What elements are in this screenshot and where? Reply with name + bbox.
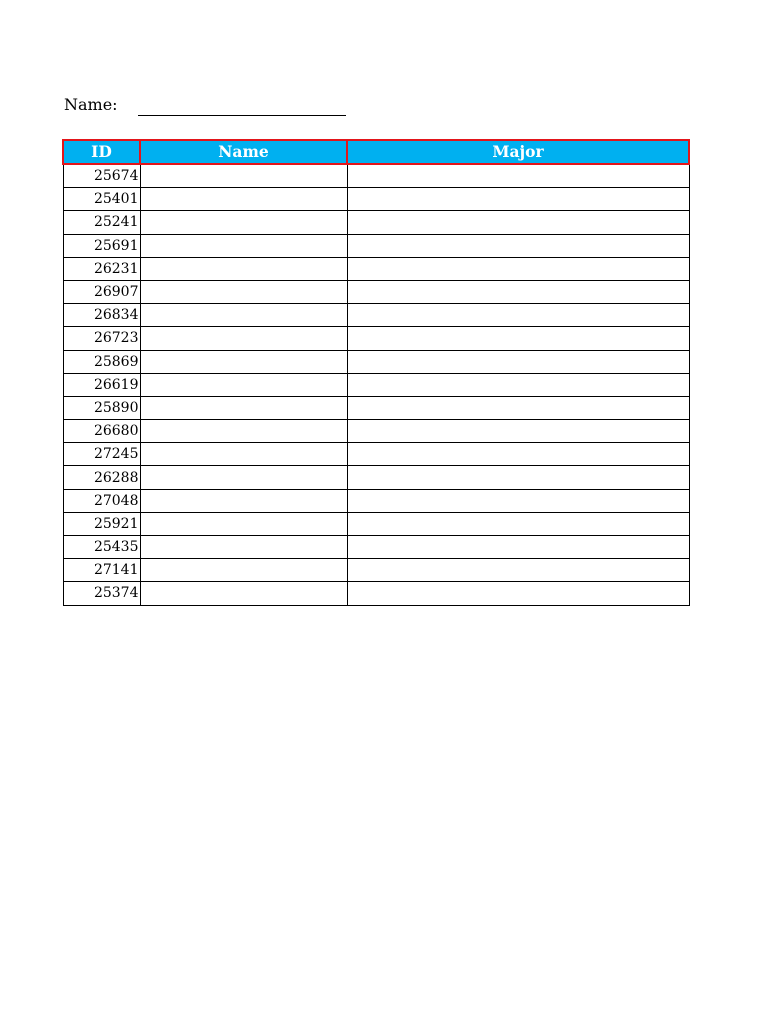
id-cell: 27048 bbox=[63, 489, 140, 512]
id-cell: 25674 bbox=[63, 164, 140, 188]
major-cell[interactable] bbox=[347, 280, 689, 303]
table-row bbox=[63, 304, 689, 327]
student-name-row bbox=[64, 94, 354, 118]
name-cell[interactable] bbox=[140, 373, 347, 396]
id-cell: 26231 bbox=[63, 257, 140, 280]
header-name: Name bbox=[140, 140, 347, 164]
id-cell: 25869 bbox=[63, 350, 140, 373]
roster-table-body bbox=[63, 164, 689, 605]
id-cell: 26834 bbox=[63, 304, 140, 327]
name-cell[interactable] bbox=[140, 164, 347, 188]
id-cell: 26723 bbox=[63, 327, 140, 350]
id-cell: 27141 bbox=[63, 559, 140, 582]
name-cell[interactable] bbox=[140, 234, 347, 257]
name-cell[interactable] bbox=[140, 559, 347, 582]
header-id: ID bbox=[63, 140, 140, 164]
id-cell: 25691 bbox=[63, 234, 140, 257]
table-row bbox=[63, 350, 689, 373]
id-cell: 26288 bbox=[63, 466, 140, 489]
table-row bbox=[63, 280, 689, 303]
table-row bbox=[63, 466, 689, 489]
name-cell[interactable] bbox=[140, 512, 347, 535]
name-cell[interactable] bbox=[140, 489, 347, 512]
major-cell[interactable] bbox=[347, 443, 689, 466]
name-cell[interactable] bbox=[140, 257, 347, 280]
table-row bbox=[63, 443, 689, 466]
table-row bbox=[63, 373, 689, 396]
major-cell[interactable] bbox=[347, 350, 689, 373]
id-cell: 25241 bbox=[63, 211, 140, 234]
name-cell[interactable] bbox=[140, 582, 347, 605]
roster-table bbox=[62, 139, 690, 606]
id-cell: 27245 bbox=[63, 443, 140, 466]
name-input-line[interactable] bbox=[138, 115, 346, 116]
major-cell[interactable] bbox=[347, 234, 689, 257]
major-cell[interactable] bbox=[347, 164, 689, 188]
table-row bbox=[63, 211, 689, 234]
id-cell: 25921 bbox=[63, 512, 140, 535]
table-row bbox=[63, 327, 689, 350]
major-cell[interactable] bbox=[347, 512, 689, 535]
table-row bbox=[63, 512, 689, 535]
id-cell: 25401 bbox=[63, 188, 140, 211]
name-cell[interactable] bbox=[140, 350, 347, 373]
roster-table-header bbox=[63, 140, 689, 164]
major-cell[interactable] bbox=[347, 373, 689, 396]
major-cell[interactable] bbox=[347, 257, 689, 280]
header-major: Major bbox=[347, 140, 689, 164]
major-cell[interactable] bbox=[347, 396, 689, 419]
id-cell: 26680 bbox=[63, 420, 140, 443]
name-label: Name: bbox=[64, 95, 118, 114]
id-cell: 25890 bbox=[63, 396, 140, 419]
name-cell[interactable] bbox=[140, 304, 347, 327]
name-cell[interactable] bbox=[140, 420, 347, 443]
name-cell[interactable] bbox=[140, 466, 347, 489]
table-row bbox=[63, 164, 689, 188]
id-cell: 26619 bbox=[63, 373, 140, 396]
major-cell[interactable] bbox=[347, 420, 689, 443]
name-cell[interactable] bbox=[140, 188, 347, 211]
id-cell: 25374 bbox=[63, 582, 140, 605]
major-cell[interactable] bbox=[347, 327, 689, 350]
table-row bbox=[63, 188, 689, 211]
major-cell[interactable] bbox=[347, 559, 689, 582]
table-row bbox=[63, 420, 689, 443]
table-row bbox=[63, 234, 689, 257]
table-row bbox=[63, 559, 689, 582]
name-cell[interactable] bbox=[140, 280, 347, 303]
name-cell[interactable] bbox=[140, 536, 347, 559]
major-cell[interactable] bbox=[347, 489, 689, 512]
table-row bbox=[63, 396, 689, 419]
id-cell: 25435 bbox=[63, 536, 140, 559]
major-cell[interactable] bbox=[347, 188, 689, 211]
name-cell[interactable] bbox=[140, 211, 347, 234]
major-cell[interactable] bbox=[347, 536, 689, 559]
name-cell[interactable] bbox=[140, 396, 347, 419]
header-row bbox=[63, 140, 689, 164]
table-row bbox=[63, 257, 689, 280]
major-cell[interactable] bbox=[347, 211, 689, 234]
major-cell[interactable] bbox=[347, 582, 689, 605]
name-cell[interactable] bbox=[140, 327, 347, 350]
id-cell: 26907 bbox=[63, 280, 140, 303]
major-cell[interactable] bbox=[347, 466, 689, 489]
table-row bbox=[63, 536, 689, 559]
table-row bbox=[63, 489, 689, 512]
name-cell[interactable] bbox=[140, 443, 347, 466]
major-cell[interactable] bbox=[347, 304, 689, 327]
table-row bbox=[63, 582, 689, 605]
